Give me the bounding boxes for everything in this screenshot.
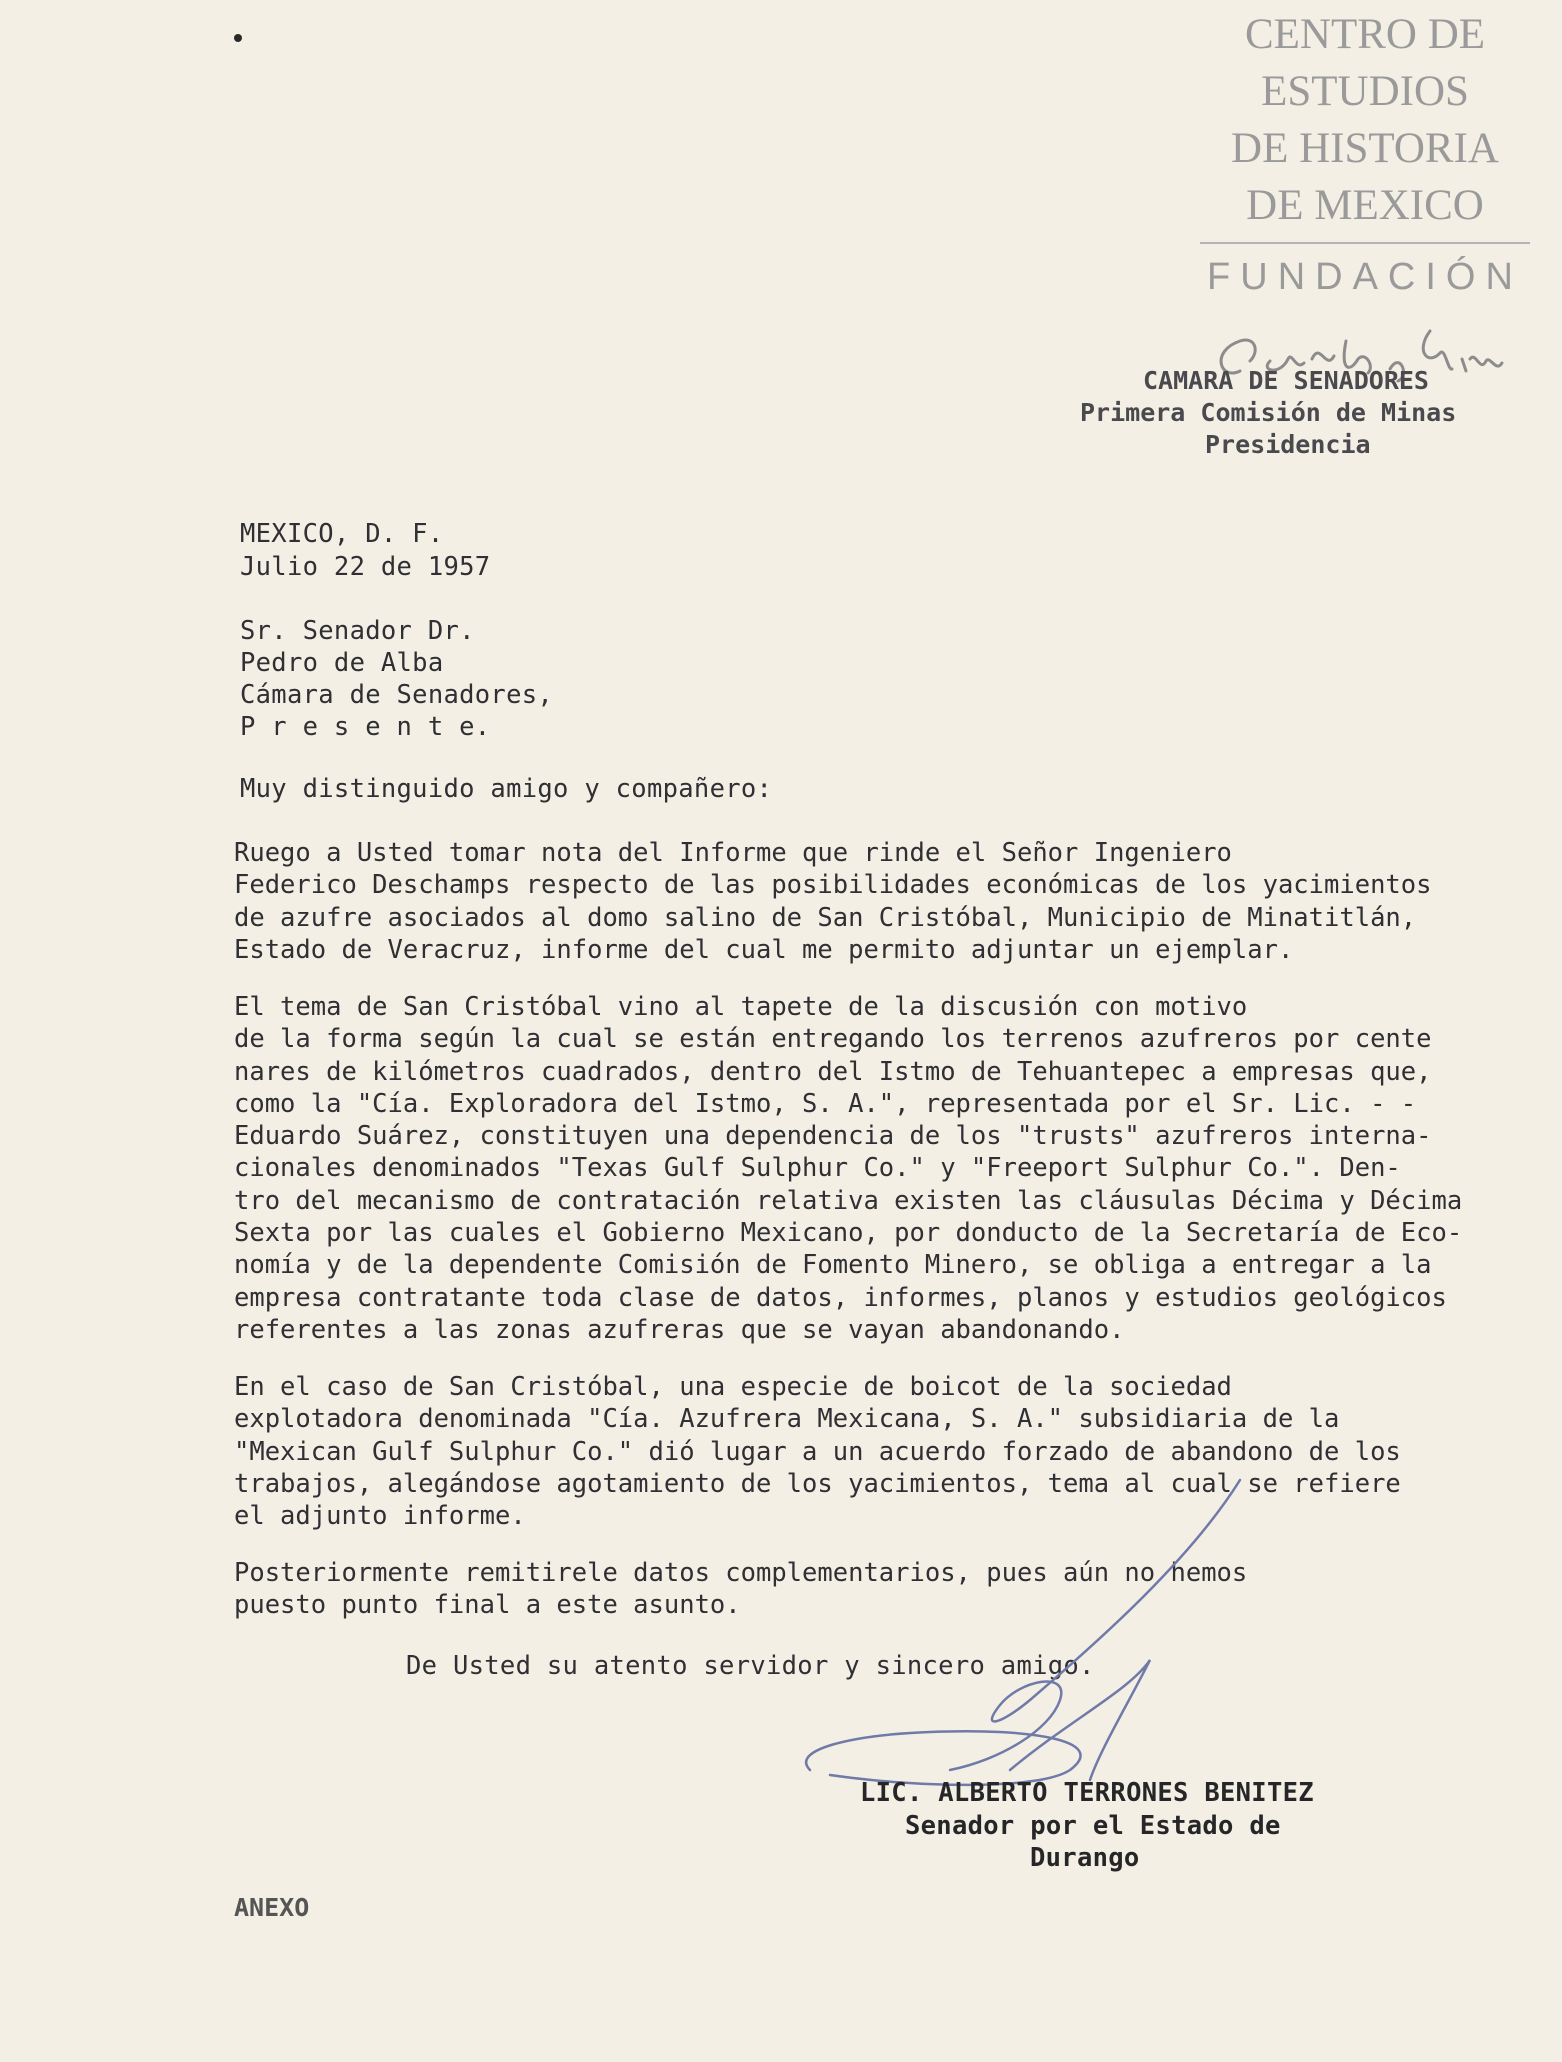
recipient-line-1: Sr. Senador Dr. [240, 616, 475, 646]
salutation: Muy distinguido amigo y compañero: [240, 774, 773, 804]
signatory-title-1: Senador por el Estado de [905, 1811, 1281, 1841]
paragraph-line: Sexta por las cuales el Gobierno Mexicano, por donducto de la Secretaría de Eco- [234, 1218, 1463, 1249]
paragraph-line: el adjunto informe. [234, 1501, 526, 1532]
paragraph-line: de azufre asociados al domo salino de San Cristóbal, Municipio de Minatitlán, [234, 902, 1417, 933]
handwritten-signature [770, 1470, 1290, 1820]
paragraph-line: como la "Cía. Exploradora del Istmo, S. A.", representada por el Sr. Lic. - - [234, 1088, 1417, 1119]
paragraph-line: puesto punto final a este asunto. [234, 1590, 741, 1621]
paragraph-line: Posteriormente remitirele datos complementarios, pues aún no hemos [234, 1558, 1248, 1588]
stamp-line-1: CENTRO DE [1244, 11, 1486, 58]
place-line: MEXICO, D. F. [240, 519, 444, 549]
paragraph-line: cionales denominados "Texas Gulf Sulphur Co." y "Freeport Sulphur Co.". Den- [234, 1153, 1401, 1184]
date-line: Julio 22 de 1957 [240, 552, 491, 582]
paragraph-line: trabajos, alegándose agotamiento de los yacimientos, tema al cual se refiere [234, 1468, 1401, 1499]
stamp-foundation: FUNDACIÓN [1207, 256, 1523, 298]
letterhead-commission: Primera Comisión de Minas [1080, 398, 1457, 427]
recipient-line-3: Cámara de Senadores, [240, 680, 554, 710]
paragraph-line: de la forma según la cual se están entregando los terrenos azufreros por cente [234, 1024, 1432, 1055]
archive-stamp [1200, 6, 1530, 298]
letterhead-chamber: CAMARA DE SENADORES [1143, 366, 1429, 395]
paragraph-line: Estado de Veracruz, informe del cual me permito adjuntar un ejemplar. [234, 934, 1294, 965]
stamp-line-4: DE MEXICO [1246, 182, 1484, 229]
stamp-line-2: ESTUDIOS [1261, 68, 1469, 115]
letterhead [1080, 365, 1456, 461]
recipient-line-4: P r e s e n t e. [240, 712, 491, 742]
paragraph-2 [234, 991, 1474, 1346]
paragraph-line: explotadora denominada "Cía. Azufrera Mexicana, S. A." subsidiaria de la [234, 1404, 1340, 1435]
letterhead-office: Presidencia [1205, 430, 1371, 459]
paragraph-line: nares de kilómetros cuadrados, dentro del Istmo de Tehuantepec a empresas que, [234, 1056, 1432, 1087]
closing-line: De Usted su atento servidor y sincero amigo. [406, 1651, 1095, 1681]
paragraph-line: Eduardo Suárez, constituyen una dependencia de los "trusts" azufreros interna- [234, 1121, 1432, 1152]
signatory-name: LIC. ALBERTO TERRONES BENITEZ [860, 1778, 1314, 1808]
paragraph-1 [234, 837, 1474, 966]
ink-dot [234, 34, 242, 42]
signatory-title-2: Durango [1030, 1843, 1140, 1873]
recipient-line-2: Pedro de Alba [240, 648, 444, 678]
annex-label: ANEXO [234, 1893, 310, 1922]
paragraph-line: tro del mecanismo de contratación relativa existen las cláusulas Décima y Décima [234, 1185, 1463, 1216]
paragraph-line: "Mexican Gulf Sulphur Co." dió lugar a un acuerdo forzado de abandono de los [234, 1436, 1401, 1467]
stamp-line-3: DE HISTORIA [1231, 125, 1499, 172]
paragraph-line: En el caso de San Cristóbal, una especie de boicot de la sociedad [234, 1372, 1232, 1402]
paragraph-line: El tema de San Cristóbal vino al tapete de la discusión con motivo [234, 992, 1248, 1022]
paragraph-line: referentes a las zonas azufreras que se vayan abandonando. [234, 1314, 1125, 1345]
stamp-divider [1200, 242, 1530, 244]
paragraph-line: Ruego a Usted tomar nota del Informe que rinde el Señor Ingeniero [234, 838, 1232, 868]
paragraph-line: empresa contratante toda clase de datos, informes, planos y estudios geológicos [234, 1282, 1447, 1313]
paragraph-line: nomía y de la dependente Comisión de Fomento Minero, se obliga a entregar a la [234, 1250, 1432, 1281]
paragraph-line: Federico Deschamps respecto de las posibilidades económicas de los yacimientos [234, 870, 1432, 901]
